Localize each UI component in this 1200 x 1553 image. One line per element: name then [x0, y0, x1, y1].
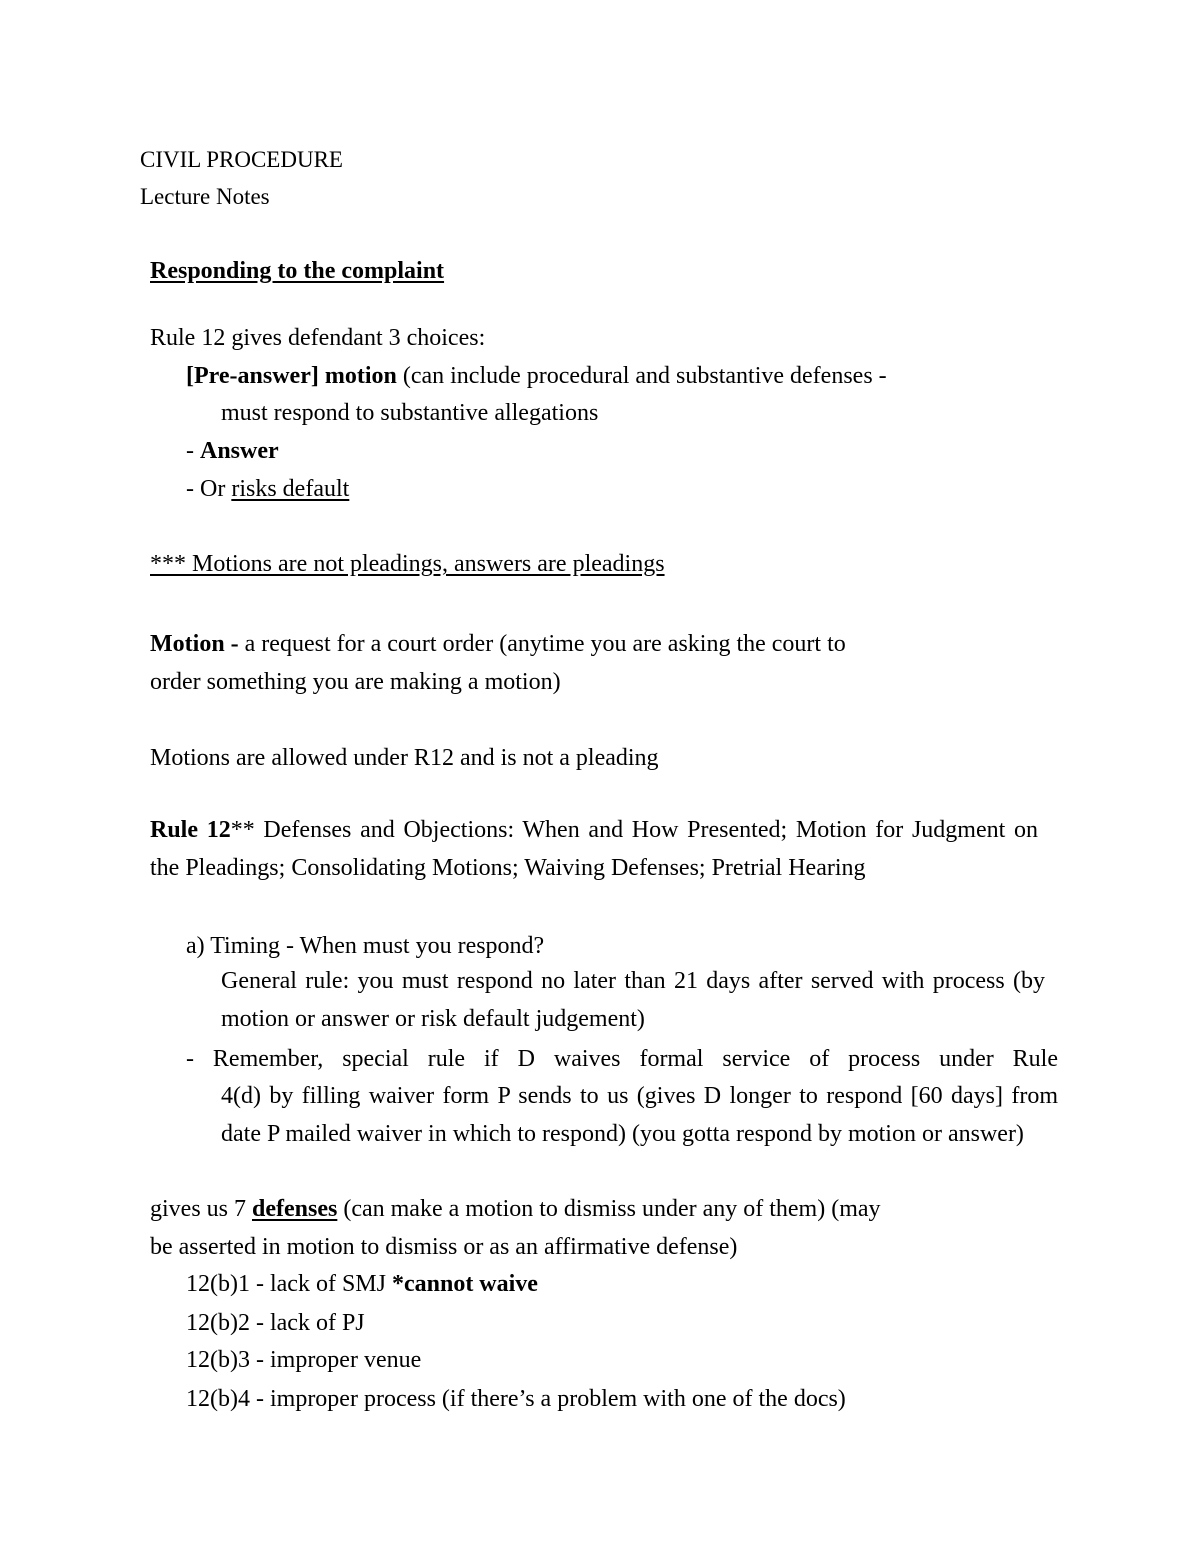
motion-definition-text: a request for a court order (anytime you are asking the court to	[238, 631, 846, 657]
choice-answer	[186, 437, 279, 465]
motion-definition-line1	[150, 630, 846, 658]
defense-item	[186, 1385, 846, 1413]
motions-allowed: Motions are allowed under R12 and is not a pleading	[150, 745, 659, 771]
defense-item	[186, 1309, 365, 1337]
choice-default-prefix: - Or	[186, 476, 232, 502]
document-subtitle: Lecture Notes	[140, 184, 270, 209]
defenses-intro-post: (can make a motion to dismiss under any of them) (may	[337, 1196, 881, 1222]
timing-heading: a) Timing - When must you respond?	[186, 933, 545, 959]
rule12-intro: Rule 12 gives defendant 3 choices:	[150, 325, 486, 351]
motion-definition-line2: order something you are making a motion)	[150, 669, 561, 695]
rule12-paragraph	[150, 811, 1038, 887]
choice-pre-answer-continuation: must respond to substantive allegations	[221, 400, 599, 426]
defense-item-note: *cannot waive	[391, 1271, 538, 1297]
defense-item	[186, 1270, 538, 1298]
section-heading: Responding to the complaint	[150, 258, 445, 284]
remember-line1: - Remember, special rule if D waives formal service of process under Rule	[186, 1046, 1058, 1072]
choice-pre-answer-label: [Pre-answer] motion	[186, 363, 397, 389]
defense-item-label: 12(b)4 - improper process (if there’s a problem with one of the docs)	[186, 1386, 846, 1412]
defense-item-label: 12(b)2 - lack of PJ	[186, 1310, 365, 1336]
general-rule-paragraph: General rule: you must respond no later than 21 days after served with process (by motion or answer or risk default judgement)	[221, 968, 1045, 1032]
defenses-intro-line2: be asserted in motion to dismiss or as an affirmative defense)	[150, 1234, 738, 1260]
defenses-term: defenses	[252, 1196, 338, 1222]
course-title: CIVIL PROCEDURE	[140, 147, 343, 172]
remember-paragraph: 4(d) by filling waiver form P sends to us (gives D longer to respond [60 days] from date P mailed waiver in which to respond) (you gotta respond by motion or answer)	[221, 1083, 1058, 1147]
choice-default	[186, 475, 349, 503]
defenses-intro-line1	[150, 1195, 881, 1223]
defense-item-label: 12(b)3 - improper venue	[186, 1347, 422, 1373]
choice-default-underlined: risks default	[231, 476, 350, 502]
rule12-term: Rule 12	[150, 817, 231, 843]
choice-pre-answer-motion	[186, 362, 887, 390]
motion-term: Motion -	[150, 631, 239, 657]
pleadings-note: *** Motions are not pleadings, answers are pleadings	[150, 551, 665, 577]
choice-answer-label: Answer	[200, 438, 279, 464]
rule12-description: ** Defenses and Objections: When and How Presented; Motion for Judgment on the Pleadings; Consolidating Motions; Waiving Defenses; Pretrial Hearing	[150, 817, 1038, 881]
defense-item	[186, 1346, 421, 1374]
defenses-intro-pre: gives us 7	[150, 1196, 252, 1222]
choice-pre-answer-text: (can include procedural and substantive defenses -	[396, 363, 887, 389]
choice-answer-dash: -	[186, 438, 200, 464]
defense-item-label: 12(b)1 - lack of SMJ	[186, 1271, 392, 1297]
